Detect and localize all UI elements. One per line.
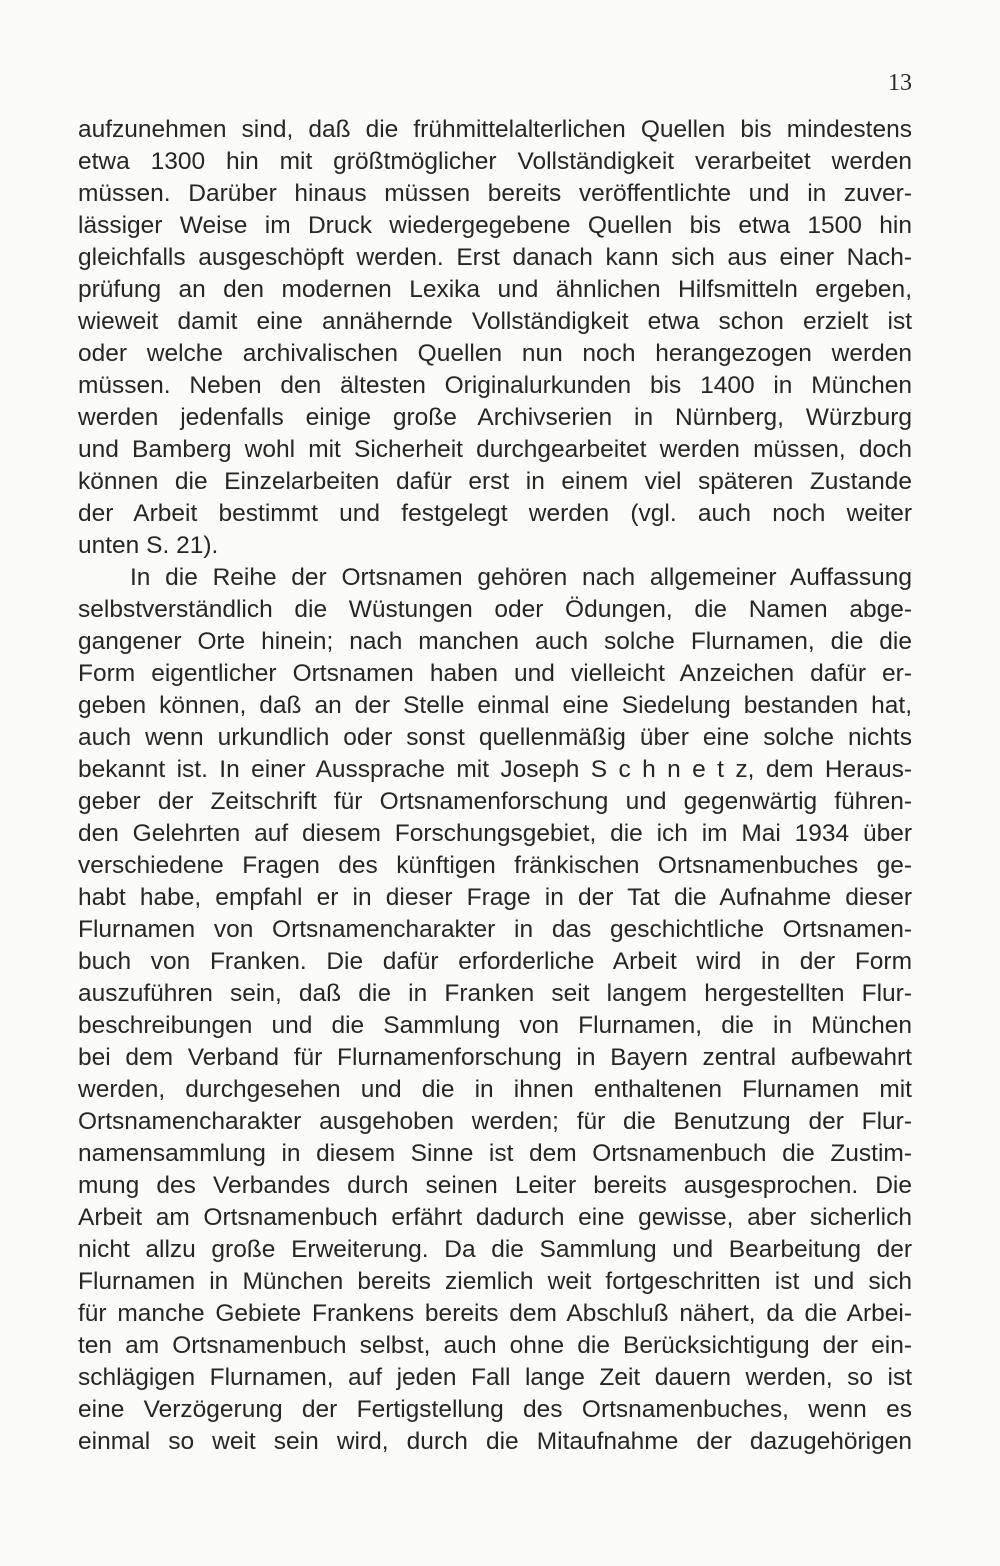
text-line: müssen. Neben den ältesten Originalurkunden bis 1400 in München xyxy=(78,372,912,399)
text-line: aufzunehmen sind, daß die frühmittelalterlichen Quellen bis mindestens xyxy=(78,116,912,143)
text-line: ten am Ortsnamenbuch selbst, auch ohne die Berücksichtigung der ein- xyxy=(78,1332,912,1359)
text-line: bekannt ist. In einer Aussprache mit Joseph S c h n e t z, dem Heraus- xyxy=(78,756,912,783)
text-line: geben können, daß an der Stelle einmal eine Siedelung bestanden hat, xyxy=(78,692,912,719)
text-line: unten S. 21). xyxy=(78,532,219,559)
text-line: oder welche archivalischen Quellen nun noch herangezogen werden xyxy=(78,340,912,367)
text-line: und Bamberg wohl mit Sicherheit durchgearbeitet werden müssen, doch xyxy=(78,436,912,463)
text-line: Arbeit am Ortsnamenbuch erfährt dadurch eine gewisse, aber sicherlich xyxy=(78,1204,912,1231)
page-number: 13 xyxy=(888,70,912,96)
text-line: beschreibungen und die Sammlung von Flurnamen, die in München xyxy=(78,1012,912,1039)
text-line: schlägigen Flurnamen, auf jeden Fall lange Zeit dauern werden, so ist xyxy=(78,1364,912,1391)
text-line: lässiger Weise im Druck wiedergegebene Quellen bis etwa 1500 hin xyxy=(78,212,912,239)
text-line: Flurnamen in München bereits ziemlich weit fortgeschritten ist und sich xyxy=(78,1268,912,1295)
text-line: einmal so weit sein wird, durch die Mitaufnahme der dazugehörigen xyxy=(78,1428,912,1455)
text-line: eine Verzögerung der Fertigstellung des Ortsnamenbuches, wenn es xyxy=(78,1396,912,1423)
text-line: bei dem Verband für Flurnamenforschung in Bayern zentral aufbewahrt xyxy=(78,1044,912,1071)
body-text xyxy=(78,114,912,1458)
text-line: gangener Orte hinein; nach manchen auch solche Flurnamen, die die xyxy=(78,628,912,655)
text-line: gleichfalls ausgeschöpft werden. Erst danach kann sich aus einer Nach- xyxy=(78,244,912,271)
text-line: prüfung an den modernen Lexika und ähnlichen Hilfsmitteln ergeben, xyxy=(78,276,912,303)
text-line: werden, durchgesehen und die in ihnen enthaltenen Flurnamen mit xyxy=(78,1076,912,1103)
text-line: der Arbeit bestimmt und festgelegt werden (vgl. auch noch weiter xyxy=(78,500,912,527)
text-line: selbstverständlich die Wüstungen oder Ödungen, die Namen abge- xyxy=(78,596,912,623)
text-line: können die Einzelarbeiten dafür erst in einem viel späteren Zustande xyxy=(78,468,912,495)
text-line: Flurnamen von Ortsnamencharakter in das geschichtliche Ortsnamen- xyxy=(78,916,912,943)
text-line: buch von Franken. Die dafür erforderliche Arbeit wird in der Form xyxy=(78,948,912,975)
text-line: auszuführen sein, daß die in Franken seit langem hergestellten Flur- xyxy=(78,980,912,1007)
text-line: geber der Zeitschrift für Ortsnamenforschung und gegenwärtig führen- xyxy=(78,788,912,815)
text-line: für manche Gebiete Frankens bereits dem Abschluß nähert, da die Arbei- xyxy=(78,1300,912,1327)
text-line: mung des Verbandes durch seinen Leiter bereits ausgesprochen. Die xyxy=(78,1172,912,1199)
text-line: werden jedenfalls einige große Archivserien in Nürnberg, Würzburg xyxy=(78,404,912,431)
text-line: etwa 1300 hin mit größtmöglicher Vollständigkeit verarbeitet werden xyxy=(78,148,912,175)
text-line: Ortsnamencharakter ausgehoben werden; für die Benutzung der Flur- xyxy=(78,1108,912,1135)
text-line: wieweit damit eine annähernde Vollständigkeit etwa schon erzielt ist xyxy=(78,308,912,335)
text-line: habt habe, empfahl er in dieser Frage in der Tat die Aufnahme dieser xyxy=(78,884,912,911)
text-line: namensammlung in diesem Sinne ist dem Ortsnamenbuch die Zustim- xyxy=(78,1140,912,1167)
text-line: In die Reihe der Ortsnamen gehören nach allgemeiner Auffassung xyxy=(130,564,912,591)
text-line: nicht allzu große Erweiterung. Da die Sammlung und Bearbeitung der xyxy=(78,1236,912,1263)
text-line: müssen. Darüber hinaus müssen bereits veröffentlichte und in zuver- xyxy=(78,180,912,207)
text-line: auch wenn urkundlich oder sonst quellenmäßig über eine solche nichts xyxy=(78,724,912,751)
text-line: verschiedene Fragen des künftigen fränkischen Ortsnamenbuches ge- xyxy=(78,852,912,879)
text-line: Form eigentlicher Ortsnamen haben und vielleicht Anzeichen dafür er- xyxy=(78,660,912,687)
text-line: den Gelehrten auf diesem Forschungsgebiet, die ich im Mai 1934 über xyxy=(78,820,912,847)
